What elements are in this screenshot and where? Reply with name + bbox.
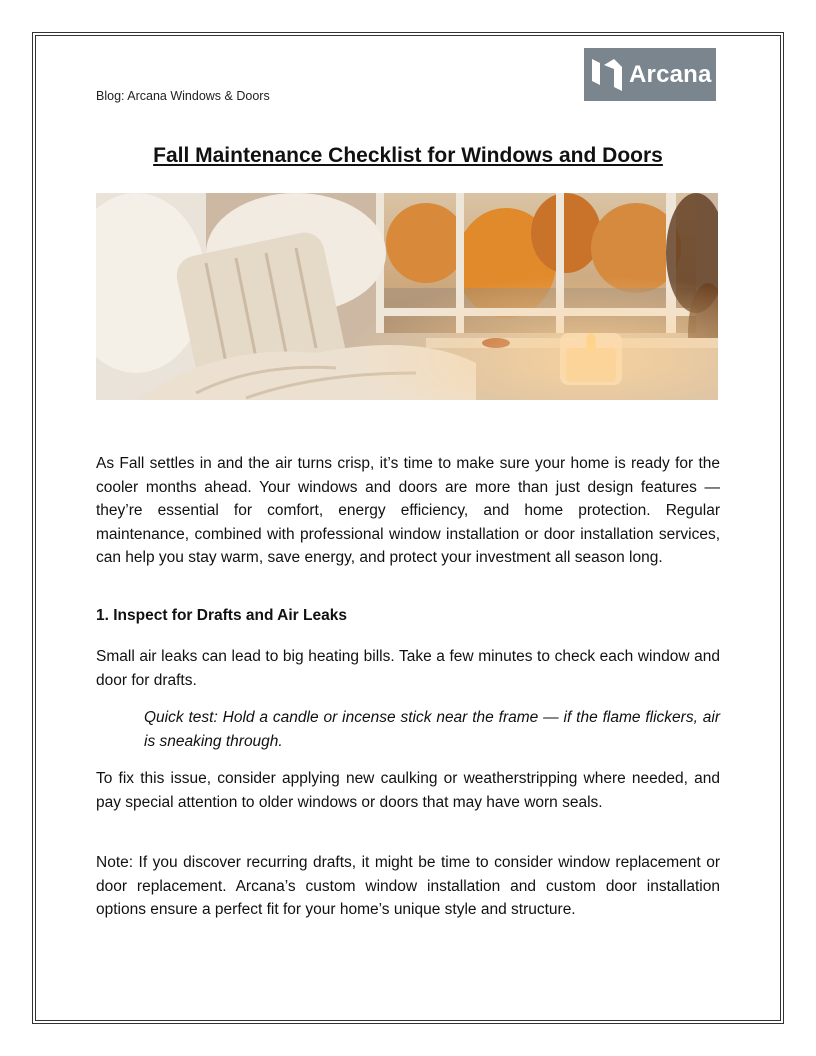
section-paragraph: Small air leaks can lead to big heating bills. Take a few minutes to check each window and door for drafts.: [96, 648, 720, 689]
intro-paragraph: As Fall settles in and the air turns crisp, it’s time to make sure your home is ready for the cooler months ahead. Your windows and doors are more than just design features — they’re essential for comfort, energy efficiency, and home protection. Regular maintenance, combined with professional window installation or door installation services, can help you stay warm, save energy, and protect your investment all season long.: [96, 455, 720, 566]
page-title: Fall Maintenance Checklist for Windows and Doors: [153, 144, 663, 167]
arcana-logo-mark-icon: [590, 55, 626, 95]
section-heading: 1. Inspect for Drafts and Air Leaks: [96, 607, 347, 624]
quick-test-quote: Quick test: Hold a candle or incense stick near the frame — if the flame flickers, air is sneaking through.: [144, 709, 720, 750]
note-paragraph: Note: If you discover recurring drafts, it might be time to consider window replacement or door replacement. Arcana’s custom window installation and custom door installation options ensure a perfect fit for your home’s unique style and structure.: [96, 854, 720, 918]
fix-paragraph: To fix this issue, consider applying new caulking or weatherstripping where needed, and pay special attention to older windows or doors that may have worn seals.: [96, 770, 720, 811]
hero-image: [96, 193, 718, 400]
arcana-logo: [584, 48, 716, 101]
blog-label: Blog: Arcana Windows & Doors: [96, 89, 270, 103]
logo-text: Arcana: [629, 61, 712, 88]
window-seat-photo-icon: [96, 193, 718, 400]
